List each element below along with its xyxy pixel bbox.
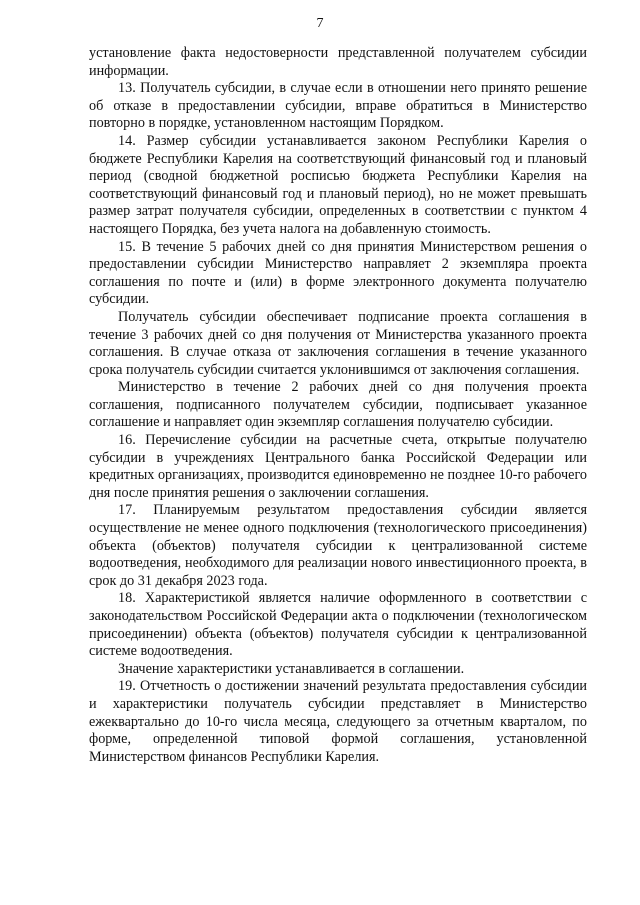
paragraph-15-signing: Получатель субсидии обеспечивает подписание проекта соглашения в течение 3 рабочих дней со дня получения от Министерства указанного проекта соглашения. В случае отказа от заключения соглашения в течение указанного срока получатель субсидии считается уклонившимся от заключения соглашения. <box>89 308 587 378</box>
paragraph-18-value: Значение характеристики устанавливается в соглашении. <box>118 660 465 677</box>
paragraph-16: 16. Перечисление субсидии на расчетные счета, открытые получателю субсидии в учреждениях Центрального банка Российской Федерации или кредитных организациях, производится единовременно не позднее 10-го рабочего дня после принятия решения о заключении соглашения. <box>89 432 587 501</box>
page-number: 7 <box>316 16 324 31</box>
paragraph-19: 19. Отчетность о достижении значений результата предоставления субсидии и характеристики получатель субсидии представляет в Министерство ежеквартально до 10-го числа месяца, следующего за отчетным кварталом, по форме, определенной типовой формой соглашения, установленной Министерством финансов Республики Карелия. <box>89 678 587 765</box>
paragraph-18: 18. Характеристикой является наличие оформленного в соответствии с законодательством Российской Федерации акта о подключении (технологическом присоединении) объекта (объектов) получателя субсидии к централизованной системе водоотведения. <box>89 590 587 660</box>
document-body <box>89 45 587 766</box>
paragraph-17: 17. Планируемым результатом предоставления субсидии является осуществление не менее одного подключения (технологического присоединения) объекта (объектов) получателя субсидии к централизованной системе водоотведения, необходимого для реализации нового инвестиционного проекта, в срок до 31 декабря 2023 года. <box>89 502 587 589</box>
paragraph-15-ministry: Министерство в течение 2 рабочих дней со дня получения проекта соглашения, подписанного получателем субсидии, подписывает указанное соглашение и направляет один экземпляр соглашения получателю субсидии. <box>89 379 587 431</box>
paragraph-13: 13. Получатель субсидии, в случае если в отношении него принято решение об отказе в предоставлении субсидии, вправе обратиться в Министерство повторно в порядке, установленном настоящим Порядком. <box>89 80 587 132</box>
paragraph-15: 15. В течение 5 рабочих дней со дня принятия Министерством решения о предоставлении субсидии Министерство направляет 2 экземпляра проекта соглашения по почте и (или) в форме электронного документа получателю субсидии. <box>89 238 587 308</box>
paragraph-14: 14. Размер субсидии устанавливается законом Республики Карелия о бюджете Республики Карелия на соответствующий финансовый год и плановый период (сводной бюджетной росписью бюджета Республики Карелия на соответствующий финансовый год и плановый период), но не может превышать размер затрат получателя субсидии, определенных в соответствии с пунктом 4 настоящего Порядка, без учета налога на добавленную стоимость. <box>89 132 587 237</box>
paragraph-continuation: установление факта недостоверности представленной получателем субсидии информации. <box>89 45 587 79</box>
